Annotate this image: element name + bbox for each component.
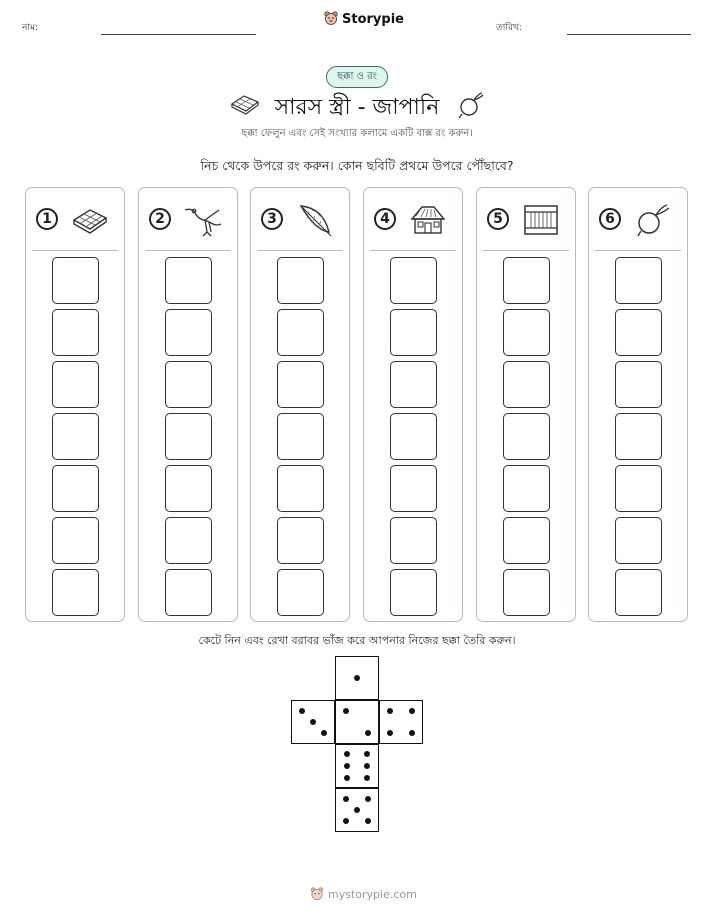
color-box[interactable] xyxy=(165,361,212,408)
race-column-6 xyxy=(588,187,688,622)
color-box[interactable] xyxy=(503,413,550,460)
color-box[interactable] xyxy=(615,257,662,304)
column-number: 6 xyxy=(599,208,621,230)
color-box[interactable] xyxy=(277,569,324,616)
bear-mascot-icon xyxy=(324,11,338,27)
color-box[interactable] xyxy=(165,309,212,356)
tied-string-icon xyxy=(633,202,673,238)
color-box[interactable] xyxy=(165,569,212,616)
color-box[interactable] xyxy=(390,465,437,512)
color-box[interactable] xyxy=(503,257,550,304)
brand-logo xyxy=(324,11,404,27)
color-box[interactable] xyxy=(52,465,99,512)
name-field-line[interactable] xyxy=(101,34,256,35)
color-box[interactable] xyxy=(277,517,324,564)
race-column-4 xyxy=(363,187,463,622)
dice-face-2 xyxy=(335,700,379,744)
color-box[interactable] xyxy=(52,309,99,356)
color-box[interactable] xyxy=(503,517,550,564)
hut-icon xyxy=(408,202,448,238)
color-box[interactable] xyxy=(503,309,550,356)
race-column-2 xyxy=(138,187,238,622)
color-box[interactable] xyxy=(277,413,324,460)
race-column-1 xyxy=(25,187,125,622)
name-label: নাম: xyxy=(22,23,39,33)
footer-url[interactable]: mystorypie.com xyxy=(328,888,417,901)
page-subtitle: ছক্কা ফেলুন এবং সেই সংখ্যার কলামে একটি বাক্স রং করুন। xyxy=(241,128,473,139)
color-box[interactable] xyxy=(503,465,550,512)
cut-instruction: কেটে নিন এবং রেখা বরাবর ভাঁজ করে আপনার নিজের ছক্কা তৈরি করুন। xyxy=(198,634,516,647)
race-column-3 xyxy=(250,187,350,622)
color-box[interactable] xyxy=(165,465,212,512)
crane-bird-icon xyxy=(183,202,223,238)
color-box[interactable] xyxy=(390,257,437,304)
column-number: 5 xyxy=(487,208,509,230)
color-box[interactable] xyxy=(52,361,99,408)
brand-name: Storypie xyxy=(342,11,404,27)
color-box[interactable] xyxy=(52,517,99,564)
color-box[interactable] xyxy=(615,465,662,512)
color-box[interactable] xyxy=(52,569,99,616)
footer xyxy=(310,887,417,902)
color-box[interactable] xyxy=(277,465,324,512)
color-box[interactable] xyxy=(615,569,662,616)
color-box[interactable] xyxy=(390,517,437,564)
dice-face-3 xyxy=(291,700,335,744)
color-box[interactable] xyxy=(615,309,662,356)
loom-icon xyxy=(521,202,561,238)
color-box[interactable] xyxy=(390,361,437,408)
color-box[interactable] xyxy=(503,361,550,408)
color-box[interactable] xyxy=(503,569,550,616)
color-box[interactable] xyxy=(52,257,99,304)
folded-cloth-icon xyxy=(70,202,110,238)
date-label: তারিখ: xyxy=(496,23,522,33)
tied-string-icon xyxy=(456,90,486,120)
color-box[interactable] xyxy=(165,413,212,460)
color-box[interactable] xyxy=(390,309,437,356)
category-badge: ছক্কা ও রং xyxy=(326,66,388,88)
color-box[interactable] xyxy=(277,361,324,408)
color-box[interactable] xyxy=(615,361,662,408)
column-number: 3 xyxy=(261,208,283,230)
color-box[interactable] xyxy=(390,569,437,616)
color-box[interactable] xyxy=(277,309,324,356)
bear-mascot-icon xyxy=(310,887,324,902)
dice-face-4 xyxy=(379,700,423,744)
page-title: সারস স্ত্রী - জাপানি xyxy=(274,95,440,120)
feather-icon xyxy=(295,202,335,238)
dice-face-1 xyxy=(335,656,379,700)
color-box[interactable] xyxy=(165,257,212,304)
column-number: 1 xyxy=(36,208,58,230)
column-number: 2 xyxy=(149,208,171,230)
color-box[interactable] xyxy=(277,257,324,304)
race-column-5 xyxy=(476,187,576,622)
color-box[interactable] xyxy=(615,413,662,460)
color-box[interactable] xyxy=(615,517,662,564)
dice-face-6 xyxy=(335,744,379,788)
date-field-line[interactable] xyxy=(567,34,691,35)
color-box[interactable] xyxy=(52,413,99,460)
color-box[interactable] xyxy=(390,413,437,460)
color-box[interactable] xyxy=(165,517,212,564)
dice-face-5 xyxy=(335,788,379,832)
column-number: 4 xyxy=(374,208,396,230)
game-instruction: নিচ থেকে উপরে রং করুন। কোন ছবিটি প্রথমে উপরে পৌঁছাবে? xyxy=(200,158,514,173)
